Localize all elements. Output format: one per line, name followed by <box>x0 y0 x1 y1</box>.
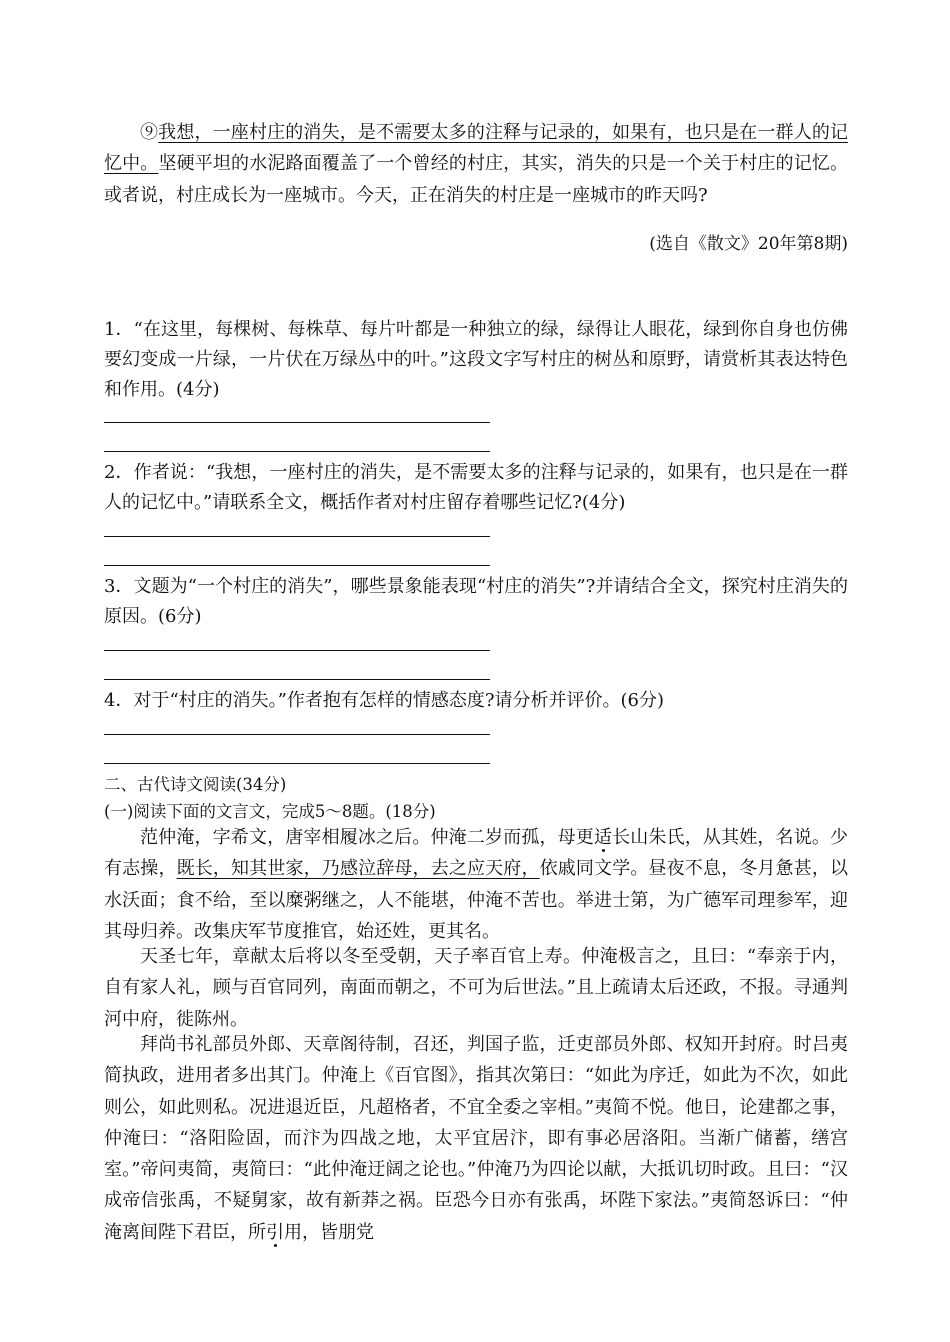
paragraph-marker: ⑨ <box>140 122 159 143</box>
classical-paragraph-1: 范仲淹，字希文，唐宰相履冰之后。仲淹二岁而孤，母更适长山朱氏，从其姓，名说。少有志操，既长，知其世家，乃感泣辞母，去之应天府，依戚同文学。昼夜不息，冬月惫甚，以水沃面；食不给，至以糜粥继之，人不能堪，仲淹不苦也。举进士第，为广德军司理参军，迎其母归养。改集庆军节度推官，始还姓，更其名。 <box>104 827 849 942</box>
classical-paragraph-3: 拜尚书礼部员外郎、天章阁待制，召还，判国子监，迁吏部员外郎、权知开封府。时吕夷简执政，进用者多出其门。仲淹上《百官图》，指其次第曰：“如此为序迁，如此为不次，如此则公，如此则私。况进退近臣，凡超格者，不宜全委之宰相。”夷简不悦。他日，论建都之事，仲淹曰：“洛阳险固，而汴为四战之地，太平宜居汴，即有事必居洛阳。当渐广储蓄，缮宫室。”帝问夷简，夷简曰：“此仲淹迂阔之论也。”仲淹乃为四论以献，大抵讥切时政。且曰：“汉成帝信张禹，不疑舅家，故有新莽之祸。臣恐今日亦有张禹，坏陛下家法。”夷简怒诉曰：“仲淹离间陛下君臣，所引用，皆朋党 <box>104 1034 848 1243</box>
paragraph-text: 坚硬平坦的水泥路面覆盖了一个曾经的村庄，其实，消失的只是一个关于村庄的记忆。或者说，村庄成长为一座城市。今天，正在消失的村庄是一座城市的昨天吗? <box>104 153 848 206</box>
question-2: 2．作者说：“我想，一座村庄的消失，是不需要太多的注释与记录的，如果有，也只是在一群人的记忆中。”请联系全文，概括作者对村庄留存着哪些记忆?(4分) <box>104 462 848 513</box>
section-heading: 二、古代诗文阅读(34分) <box>104 775 287 794</box>
emphasis-dot-char: 适 <box>593 827 613 848</box>
answer-line <box>104 679 490 680</box>
source-citation: (选自《散文》20年第8期) <box>649 234 848 254</box>
answer-line <box>104 451 490 452</box>
question-3: 3．文题为“一个村庄的消失”，哪些景象能表现“村庄的消失”?并请结合全文，探究村庄消失的原因。(6分) <box>104 576 848 627</box>
subsection-heading: (一)阅读下面的文言文，完成5～8题。(18分) <box>104 802 436 821</box>
answer-line <box>104 650 490 651</box>
answer-line <box>104 536 490 537</box>
passage-paragraph-9 <box>104 117 848 211</box>
underlined-sentence: 既长，知其世家，乃感泣辞母，去之应天府， <box>176 858 540 880</box>
answer-line <box>104 422 490 423</box>
answer-line <box>104 565 490 566</box>
underlined-sentence: 我想，一座村庄的消失，是不需要太多的注释与记录的，如果有，也只是在一群人的记忆中。 <box>104 122 849 175</box>
question-1: 1．“在这里，每棵树、每株草、每片叶都是一种独立的绿，绿得让人眼花，绿到你自身也仿佛要幻变成一片绿，一片伏在万绿丛中的叶。”这段文字写村庄的树丛和原野，请赏析其表达特色和作用。(4分) <box>104 319 848 400</box>
question-4: 4．对于“村庄的消失。”作者抱有怎样的情感态度?请分析并评价。(6分) <box>104 690 665 711</box>
classical-paragraph-2: 天圣七年，章献太后将以冬至受朝，天子率百官上寿。仲淹极言之，且曰：“奉亲于内，自有家人礼，顾与百官同列，南面而朝之，不可为后世法。”且上疏请太后还政，不报。寻通判河中府，徙陈州。 <box>104 946 848 1030</box>
answer-line <box>104 734 490 735</box>
emphasis-dot-char: 引 <box>266 1221 284 1243</box>
answer-line <box>104 763 490 764</box>
